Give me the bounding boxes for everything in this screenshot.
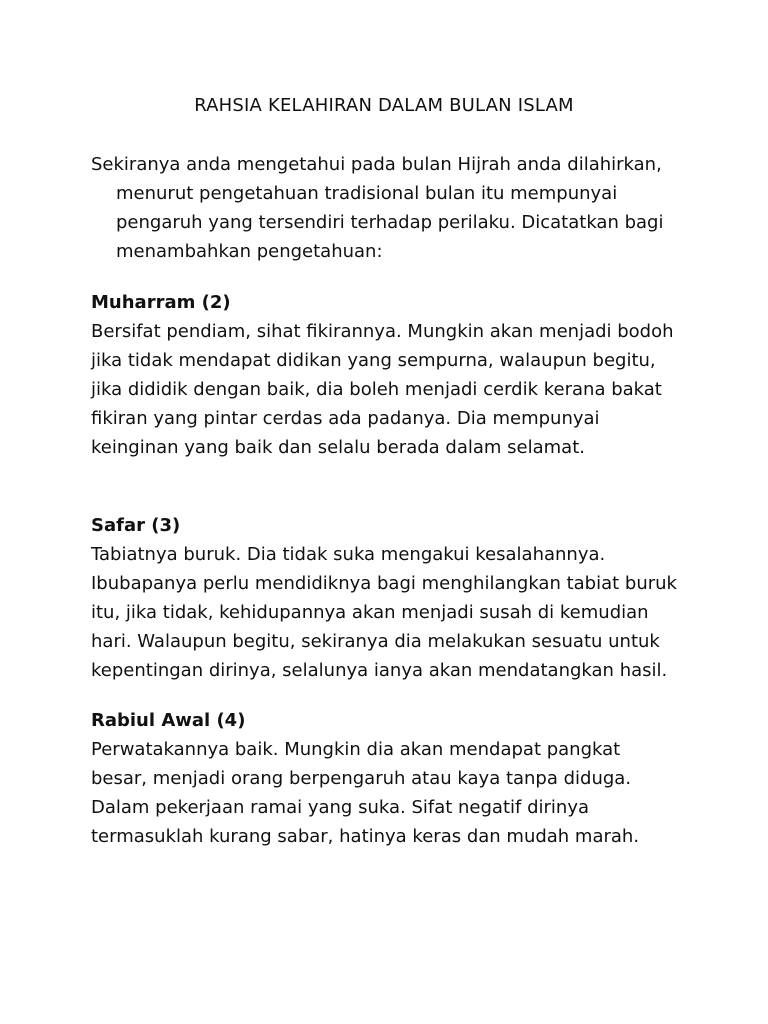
document-title: RAHSIA KELAHIRAN DALAM BULAN ISLAM	[194, 95, 574, 116]
section-heading: Muharram (2)	[91, 292, 231, 313]
section-body: Tabiatnya buruk. Dia tidak suka mengakui kesalahannya. Ibubapanya perlu mendidiknya bagi menghilangkan tabiat buruk itu, jika tidak, kehidupannya akan menjadi susah di kemudian hari. Walaupun begitu, sekiranya dia melakukan sesuatu untuk kepentingan dirinya, selalunya ianya akan mendatangkan hasil.	[91, 544, 677, 681]
section-heading: Rabiul Awal (4)	[91, 710, 246, 731]
section-muharram	[91, 288, 691, 462]
section-body: Perwatakannya baik. Mungkin dia akan mendapat pangkat besar, menjadi orang berpengaruh atau kaya tanpa diduga. Dalam pekerjaan ramai yang suka. Sifat negatif dirinya termasuklah kurang sabar, hatinya keras dan mudah marah.	[91, 739, 640, 847]
section-body: Bersifat pendiam, sihat fikirannya. Mungkin akan menjadi bodoh jika tidak mendapat didikan yang sempurna, walaupun begitu, jika dididik dengan baik, dia boleh menjadi cerdik kerana bakat fikiran yang pintar cerdas ada padanya. Dia mempunyai keinginan yang baik dan selalu berada dalam selamat.	[91, 321, 674, 458]
section-heading: Safar (3)	[91, 515, 181, 536]
section-safar	[91, 511, 691, 685]
intro-continuation: menurut pengetahuan tradisional bulan itu mempunyai pengaruh yang tersendiri terhadap perilaku. Dicatatkan bagi menambahkan pengetahuan:	[116, 183, 664, 262]
section-rabiul-awal	[91, 706, 691, 851]
intro-first-line: Sekiranya anda mengetahui pada bulan Hijrah anda dilahirkan,	[91, 154, 662, 175]
intro-paragraph	[91, 150, 691, 266]
